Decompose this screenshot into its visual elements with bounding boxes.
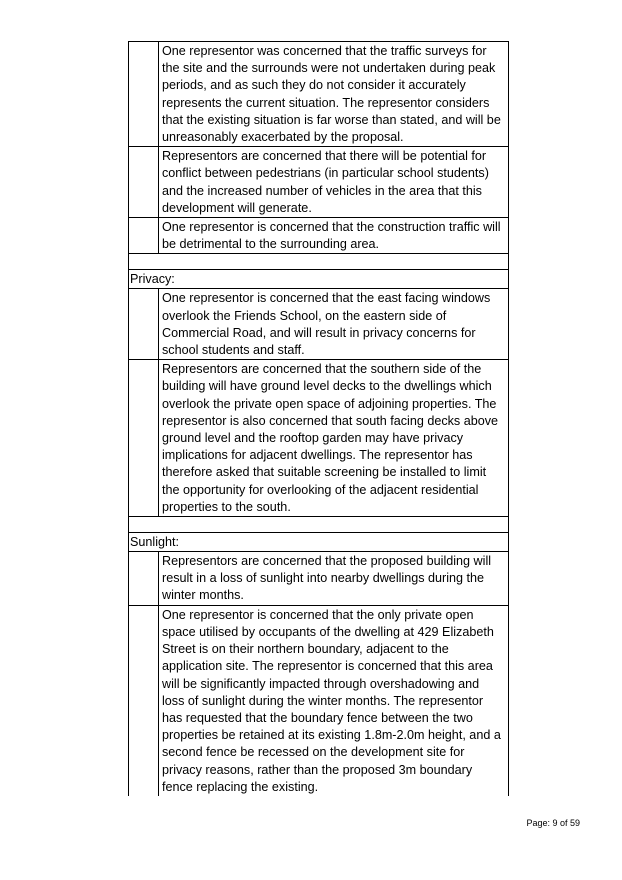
traffic-item-3: One representor is concerned that the construction traffic will be detrimental to the surrounding area. [158,218,508,253]
table-row [128,605,509,796]
table-row [128,551,509,605]
table-row [128,359,509,516]
traffic-item-1: One representor was concerned that the traffic surveys for the site and the surrounds were not undertaken during peak periods, and as such they do not consider it accurately represents the current situation. The representor considers that the existing situation is far worse than stated, and will be unreasonably exacerbated by the proposal. [158,42,508,146]
indent-cell [129,289,158,359]
indent-cell [129,218,158,253]
sunlight-item-2: One representor is concerned that the only private open space utilised by occupants of the dwelling at 429 Elizabeth Street is on their northern boundary, adjacent to the application site. The representor is concerned that this area will be significantly impacted through overshadowing and loss of sunlight during the winter months. The representor has requested that the boundary fence between the two properties be retained at its existing 1.8m-2.0m height, and a second fence be recessed on the development site for privacy reasons, rather than the proposed 3m boundary fence replacing the existing. [158,606,508,796]
table-row [128,41,509,146]
traffic-item-2: Representors are concerned that there will be potential for conflict between pedestrians (in particular school students) and the increased number of vehicles in the area that this development will generate. [158,147,508,217]
table-row [128,217,509,253]
indent-cell [129,606,158,796]
spacer-row [128,516,509,532]
table-row [128,288,509,359]
indent-cell [129,552,158,605]
privacy-item-2: Representors are concerned that the southern side of the building will have ground level decks to the dwellings which overlook the private open space of adjoining properties. The representor is also concerned that south facing decks above ground level and the rooftop garden may have privacy implications for adjacent dwellings. The representor has therefore asked that suitable screening be installed to limit the opportunity for overlooking of the adjacent residential properties to the south. [158,360,508,516]
privacy-item-1: One representor is concerned that the east facing windows overlook the Friends School, on the eastern side of Commercial Road, and will result in privacy concerns for school students and staff. [158,289,508,359]
indent-cell [129,42,158,146]
page-number: Page: 9 of 59 [526,818,580,828]
representations-table [128,41,509,796]
sunlight-heading: Sunlight: [128,532,509,551]
privacy-heading: Privacy: [128,269,509,288]
table-row [128,146,509,217]
spacer-row [128,253,509,269]
indent-cell [129,147,158,217]
indent-cell [129,360,158,516]
sunlight-item-1: Representors are concerned that the proposed building will result in a loss of sunlight into nearby dwellings during the winter months. [158,552,508,605]
